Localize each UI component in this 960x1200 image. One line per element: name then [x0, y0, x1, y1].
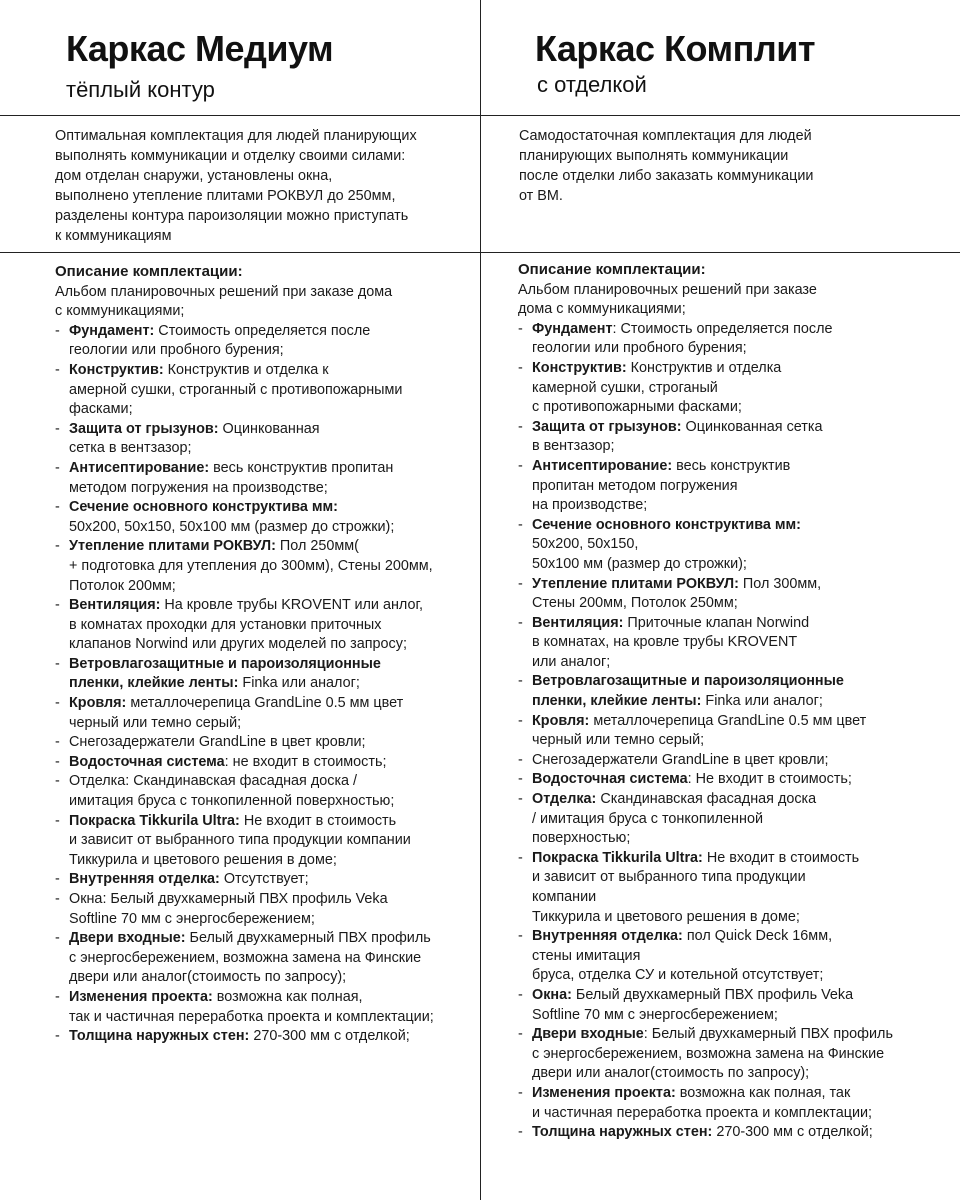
- bullet-dash: -: [55, 361, 60, 378]
- description-heading: Описание комплектации:: [518, 261, 706, 278]
- spec-line: [532, 692, 960, 712]
- spec-text: и зависит от выбранного типа продукции компании: [69, 832, 411, 849]
- spec-text: так и частичная переработка проекта и комплектации;: [69, 1008, 434, 1025]
- bullet-dash: -: [518, 614, 523, 631]
- spec-label: Кровля:: [532, 712, 590, 729]
- bullet-dash: -: [518, 673, 523, 690]
- spec-label: Покраска Tikkurila Ultra:: [532, 849, 703, 866]
- spec-label: Изменения проекта:: [532, 1084, 676, 1101]
- spec-text: Потолок 200мм;: [69, 577, 176, 594]
- spec-first-line: [69, 322, 505, 342]
- bullet-dash: -: [518, 712, 523, 729]
- spec-item: [55, 537, 505, 596]
- spec-text: сетка в вентзазор;: [69, 440, 192, 457]
- spec-first-line: [69, 1027, 505, 1047]
- spec-item: [518, 790, 960, 849]
- spec-first-line: [532, 614, 960, 634]
- spec-first-line: [532, 516, 960, 536]
- spec-line: [532, 731, 960, 751]
- spec-first-line: [69, 890, 505, 910]
- medium-description: [55, 262, 505, 1047]
- bullet-dash: -: [55, 734, 60, 751]
- spec-line: [532, 379, 960, 399]
- spec-text: методом погружения на производстве;: [69, 479, 328, 496]
- spec-line: [69, 674, 505, 694]
- spec-item: [518, 672, 960, 711]
- spec-label: Конструктив:: [69, 361, 164, 378]
- spec-item: [55, 498, 505, 537]
- spec-label: Антисептирование:: [532, 457, 673, 474]
- spec-text: имитация бруса с тонкопиленной поверхностью;: [69, 793, 395, 810]
- spec-text: и частичная переработка проекта и комплектации;: [532, 1104, 873, 1121]
- spec-text: Окна: Белый двухкамерный ПВХ профиль Veka: [69, 891, 388, 907]
- spec-text: Softline 70 мм с энергосбережением;: [532, 1006, 778, 1023]
- spec-line: [69, 557, 505, 577]
- spec-text: Пол 250мм(: [275, 538, 359, 555]
- complete-title: Каркас Комплит: [535, 28, 815, 69]
- spec-text: 50х100 мм (размер до строжки);: [532, 555, 747, 572]
- spec-label: Внутренняя отделка:: [69, 871, 220, 888]
- complete-subtitle: с отделкой: [537, 72, 647, 97]
- spec-text: Снегозадержатели GrandLine в цвет кровли;: [69, 734, 366, 751]
- spec-text: черный или темно серый;: [532, 732, 705, 749]
- spec-line: [69, 381, 505, 401]
- complete-intro: [519, 126, 949, 206]
- spec-label: Утепление плитами РОКВУЛ:: [532, 575, 739, 592]
- spec-first-line: [532, 320, 960, 340]
- spec-label: Утепление плитами РОКВУЛ:: [69, 538, 276, 555]
- spec-line: [532, 868, 960, 888]
- intro-line: от ВМ.: [519, 188, 563, 204]
- spec-first-line: [69, 537, 505, 557]
- bullet-dash: -: [55, 812, 60, 829]
- spec-first-line: [532, 418, 960, 438]
- spec-label: Вентиляция:: [532, 614, 624, 631]
- bullet-dash: -: [518, 1084, 523, 1101]
- spec-first-line: [69, 753, 505, 773]
- spec-text: в комнатах проходки для установки приточных: [69, 616, 382, 633]
- column-complete: [481, 0, 960, 1200]
- spec-text: На кровле трубы KROVENT или анлог,: [160, 597, 423, 614]
- bullet-dash: -: [55, 655, 60, 672]
- preface-line: дома с коммуникациями;: [518, 301, 686, 318]
- spec-text: Конструктив и отделка: [626, 359, 782, 376]
- spec-line: [532, 888, 960, 908]
- spec-text: камерной сушки, строганый: [532, 379, 718, 396]
- spec-item: [518, 1123, 960, 1143]
- spec-label: Покраска Tikkurila Ultra:: [69, 812, 240, 829]
- bullet-dash: -: [55, 871, 60, 888]
- spec-text: пол Quick Deck 16мм,: [682, 928, 833, 945]
- bullet-dash: -: [55, 753, 60, 770]
- spec-text: Пол 300мм,: [738, 575, 822, 592]
- spec-line: [532, 653, 960, 673]
- spec-label-cont: пленки, клейкие ленты:: [69, 675, 239, 692]
- spec-text: металлочерепица GrandLine 0.5 мм цвет: [589, 712, 867, 729]
- bullet-dash: -: [518, 457, 523, 474]
- spec-text: стены имитация: [532, 947, 641, 964]
- intro-line: выполнено утепление плитами РОКВУЛ до 250мм,: [55, 188, 396, 204]
- bullet-dash: -: [518, 771, 523, 788]
- spec-text: Finka или аналог;: [238, 675, 360, 692]
- spec-line: [532, 947, 960, 967]
- spec-first-line: [69, 596, 505, 616]
- bullet-dash: -: [55, 538, 60, 555]
- spec-label: Водосточная система: [69, 753, 225, 770]
- spec-line: [532, 633, 960, 653]
- medium-intro: [55, 126, 485, 246]
- spec-first-line: [532, 712, 960, 732]
- spec-item: [55, 596, 505, 655]
- spec-first-line: [532, 1025, 960, 1045]
- spec-line: [532, 1064, 960, 1084]
- intro-line: после отделки либо заказать коммуникации: [519, 168, 814, 184]
- spec-item: [518, 359, 960, 418]
- spec-line: [532, 966, 960, 986]
- spec-first-line: [532, 1084, 960, 1104]
- spec-item: [55, 870, 505, 890]
- spec-text: Белый двухкамерный ПВХ профиль Veka: [571, 986, 854, 1003]
- spec-text: Скандинавская фасадная доска: [596, 791, 817, 808]
- medium-subtitle: тёплый контур: [66, 77, 215, 102]
- spec-first-line: [532, 672, 960, 692]
- spec-item: [518, 320, 960, 359]
- spec-line: [69, 1008, 505, 1028]
- bullet-dash: -: [55, 1028, 60, 1045]
- spec-line: [69, 910, 505, 930]
- spec-first-line: [532, 575, 960, 595]
- bullet-dash: -: [518, 849, 523, 866]
- intro-line: Самодостаточная комплектация для людей: [519, 128, 812, 144]
- spec-item: [518, 575, 960, 614]
- spec-text: бруса, отделка СУ и котельной отсутствует;: [532, 967, 824, 984]
- spec-line: [532, 437, 960, 457]
- spec-first-line: [532, 986, 960, 1006]
- bullet-dash: -: [55, 420, 60, 437]
- spec-line: [69, 831, 505, 851]
- spec-first-line: [532, 457, 960, 477]
- spec-line: [69, 577, 505, 597]
- spec-line: [532, 829, 960, 849]
- spec-first-line: [69, 498, 505, 518]
- spec-text: амерной сушки, строганный с противопожарными: [69, 381, 403, 398]
- spec-line: [69, 714, 505, 734]
- bullet-dash: -: [518, 320, 523, 337]
- spec-text: с энергосбережением, возможна замена на Финские: [532, 1045, 885, 1062]
- spec-line: [532, 339, 960, 359]
- spec-line: [532, 594, 960, 614]
- spec-item: [55, 753, 505, 773]
- spec-item: [518, 614, 960, 673]
- spec-first-line: [532, 1123, 960, 1143]
- spec-item: [55, 361, 505, 420]
- description-heading: Описание комплектации:: [55, 263, 243, 280]
- spec-text: Конструктив и отделка к: [163, 361, 329, 378]
- bullet-dash: -: [518, 418, 523, 435]
- spec-text: : Не входит в стоимость;: [687, 771, 852, 788]
- bullet-dash: -: [518, 575, 523, 592]
- spec-text: : Белый двухкамерный ПВХ профиль: [643, 1026, 893, 1043]
- spec-item: [518, 1025, 960, 1084]
- intro-line: планирующих выполнять коммуникации: [519, 148, 789, 164]
- spec-item: [518, 986, 960, 1025]
- spec-line: [532, 535, 960, 555]
- bullet-dash: -: [55, 459, 60, 476]
- spec-first-line: [69, 929, 505, 949]
- spec-item: [55, 929, 505, 988]
- spec-text: металлочерепица GrandLine 0.5 мм цвет: [126, 695, 404, 712]
- spec-text: черный или темно серый;: [69, 714, 242, 731]
- spec-first-line: [69, 870, 505, 890]
- spec-item: [55, 772, 505, 811]
- spec-label: Фундамент: [532, 320, 613, 337]
- spec-text: с противопожарными фасками;: [532, 399, 742, 416]
- spec-first-line: [69, 420, 505, 440]
- spec-text: в вентзазор;: [532, 438, 615, 455]
- spec-item: [55, 459, 505, 498]
- bullet-dash: -: [55, 499, 60, 516]
- spec-text: : не входит в стоимость;: [224, 753, 387, 770]
- spec-text: Тиккурила и цветового решения в доме;: [69, 851, 337, 868]
- spec-text: 50х200, 50х150, 50х100 мм (размер до строжки);: [69, 518, 395, 535]
- spec-first-line: [69, 459, 505, 479]
- spec-text: и зависит от выбранного типа продукции: [532, 869, 806, 886]
- spec-text: геологии или пробного бурения;: [532, 340, 747, 357]
- spec-first-line: [532, 849, 960, 869]
- spec-label: Водосточная система: [532, 771, 688, 788]
- spec-first-line: [532, 770, 960, 790]
- bullet-dash: -: [55, 773, 60, 790]
- spec-text: двери или аналог(стоимость по запросу);: [532, 1065, 810, 1082]
- spec-text: Отсутствует;: [219, 871, 309, 888]
- spec-item: [518, 751, 960, 771]
- spec-line: [69, 400, 505, 420]
- spec-label: Ветровлагозащитные и пароизоляционные: [69, 655, 381, 672]
- spec-label: Толщина наружных стен:: [532, 1124, 713, 1141]
- spec-text: 270-300 мм с отделкой;: [249, 1028, 410, 1045]
- spec-line: [69, 479, 505, 499]
- spec-text: весь конструктив пропитан: [209, 459, 394, 476]
- spec-item: [55, 694, 505, 733]
- spec-line: [69, 439, 505, 459]
- bullet-dash: -: [518, 928, 523, 945]
- bullet-dash: -: [55, 988, 60, 1005]
- spec-label: Отделка:: [532, 791, 597, 808]
- bullet-dash: -: [518, 1026, 523, 1043]
- spec-text: компании: [532, 889, 597, 905]
- spec-first-line: [69, 655, 505, 675]
- spec-first-line: [532, 790, 960, 810]
- spec-text: Приточные клапан Norwind: [623, 614, 810, 631]
- bullet-dash: -: [55, 322, 60, 339]
- spec-label: Внутренняя отделка:: [532, 928, 683, 945]
- spec-text: Оцинкованная: [218, 420, 320, 437]
- spec-label: Защита от грызунов:: [69, 420, 219, 437]
- spec-item: [55, 988, 505, 1027]
- spec-label-cont: пленки, клейкие ленты:: [532, 693, 702, 710]
- spec-text: возможна как полная, так: [675, 1084, 851, 1101]
- spec-text: 50х200, 50х150,: [532, 536, 639, 553]
- spec-line: [532, 810, 960, 830]
- spec-text: Белый двухкамерный ПВХ профиль: [185, 930, 431, 947]
- spec-line: [532, 908, 960, 928]
- intro-line: Оптимальная комплектация для людей планирующих: [55, 128, 417, 144]
- spec-label: Фундамент:: [69, 322, 155, 339]
- spec-text: весь конструктив: [672, 457, 791, 474]
- spec-item: [55, 1027, 505, 1047]
- intro-line: дом отделан снаружи, установлены окна,: [55, 168, 333, 184]
- spec-item: [518, 712, 960, 751]
- spec-line: [532, 477, 960, 497]
- spec-first-line: [69, 812, 505, 832]
- spec-first-line: [532, 751, 960, 771]
- spec-line: [69, 792, 505, 812]
- spec-text: геологии или пробного бурения;: [69, 342, 284, 359]
- bullet-dash: -: [55, 597, 60, 614]
- spec-first-line: [69, 733, 505, 753]
- spec-label: Сечение основного конструктива мм:: [69, 499, 338, 516]
- spec-line: [69, 616, 505, 636]
- spec-item: [518, 418, 960, 457]
- bullet-dash: -: [518, 1124, 523, 1141]
- spec-text: Снегозадержатели GrandLine в цвет кровли;: [532, 751, 829, 768]
- spec-line: [69, 851, 505, 871]
- spec-text: возможна как полная,: [212, 988, 363, 1005]
- spec-text: Softline 70 мм с энергосбережением;: [69, 910, 315, 927]
- spec-item: [55, 322, 505, 361]
- spec-item: [55, 812, 505, 871]
- spec-text: поверхностью;: [532, 830, 631, 847]
- preface-line: с коммуникациями;: [55, 303, 185, 320]
- spec-item: [55, 890, 505, 929]
- spec-label: Ветровлагозащитные и пароизоляционные: [532, 673, 844, 690]
- spec-label: Конструктив:: [532, 359, 627, 376]
- spec-label: Защита от грызунов:: [532, 418, 682, 435]
- medium-title: Каркас Медиум: [66, 28, 334, 69]
- spec-text: на производстве;: [532, 497, 648, 514]
- spec-first-line: [532, 359, 960, 379]
- complete-description: [518, 260, 960, 1143]
- spec-text: в комнатах, на кровле трубы KROVENT: [532, 634, 798, 651]
- spec-text: Отделка: Скандинавская фасадная доска /: [69, 773, 358, 790]
- spec-line: [69, 968, 505, 988]
- spec-item: [518, 1084, 960, 1123]
- spec-item: [518, 770, 960, 790]
- spec-text: Стены 200мм, Потолок 250мм;: [532, 595, 738, 612]
- spec-line: [69, 341, 505, 361]
- bullet-dash: -: [55, 695, 60, 712]
- bullet-dash: -: [518, 751, 523, 768]
- preface-line: Альбом планировочных решений при заказе: [518, 281, 817, 298]
- spec-line: [69, 949, 505, 969]
- intro-line: разделены контура пароизоляции можно приступать: [55, 208, 409, 224]
- spec-item: [55, 655, 505, 694]
- spec-line: [532, 1045, 960, 1065]
- spec-item: [518, 516, 960, 575]
- preface-line: Альбом планировочных решений при заказе дома: [55, 283, 393, 300]
- bullet-dash: -: [518, 359, 523, 376]
- spec-line: [69, 518, 505, 538]
- spec-text: + подготовка для утепления до 300мм), Стены 200мм,: [69, 557, 433, 574]
- spec-item: [55, 420, 505, 459]
- spec-text: Стоимость определяется после: [154, 322, 371, 339]
- spec-text: Оцинкованная сетка: [681, 418, 823, 435]
- spec-label: Двери входные:: [69, 930, 186, 947]
- spec-text: с энергосбережением, возможна замена на Финские: [69, 949, 422, 966]
- spec-first-line: [69, 694, 505, 714]
- intro-line: выполнять коммуникации и отделку своими силами:: [55, 148, 406, 164]
- spec-item: [518, 849, 960, 927]
- spec-label: Антисептирование:: [69, 459, 210, 476]
- spec-first-line: [69, 988, 505, 1008]
- spec-text: / имитация бруса с тонкопиленной: [532, 810, 763, 827]
- spec-text: : Стоимость определяется после: [612, 320, 833, 337]
- bullet-dash: -: [518, 791, 523, 808]
- spec-label: Окна:: [532, 986, 572, 1003]
- spec-text: Finka или аналог;: [701, 693, 823, 710]
- bullet-dash: -: [55, 891, 60, 907]
- bullet-dash: -: [518, 986, 523, 1003]
- spec-first-line: [69, 361, 505, 381]
- spec-item: [518, 457, 960, 516]
- intro-line: к коммуникациям: [55, 228, 172, 244]
- spec-line: [532, 496, 960, 516]
- spec-line: [532, 555, 960, 575]
- spec-label: Толщина наружных стен:: [69, 1028, 250, 1045]
- spec-label: Изменения проекта:: [69, 988, 213, 1005]
- spec-text: пропитан методом погружения: [532, 477, 738, 494]
- spec-text: фасками;: [69, 401, 133, 418]
- spec-label: Сечение основного конструктива мм:: [532, 516, 801, 533]
- spec-text: Тиккурила и цветового решения в доме;: [532, 908, 800, 925]
- spec-label: Двери входные: [532, 1026, 644, 1043]
- spec-text: клапанов Norwind или других моделей по запросу;: [69, 636, 407, 653]
- bullet-dash: -: [518, 516, 523, 533]
- bullet-dash: -: [55, 930, 60, 947]
- spec-line: [69, 635, 505, 655]
- spec-line: [532, 1006, 960, 1026]
- spec-label: Вентиляция:: [69, 597, 161, 614]
- spec-label: Кровля:: [69, 695, 127, 712]
- spec-line: [532, 1104, 960, 1124]
- spec-text: Не входит в стоимость: [702, 849, 860, 866]
- spec-item: [55, 733, 505, 753]
- spec-first-line: [69, 772, 505, 792]
- spec-line: [532, 398, 960, 418]
- spec-text: Не входит в стоимость: [239, 812, 397, 829]
- spec-first-line: [532, 927, 960, 947]
- spec-text: или аналог;: [532, 653, 611, 670]
- spec-item: [518, 927, 960, 986]
- spec-text: двери или аналог(стоимость по запросу);: [69, 969, 347, 986]
- spec-text: 270-300 мм с отделкой;: [712, 1124, 873, 1141]
